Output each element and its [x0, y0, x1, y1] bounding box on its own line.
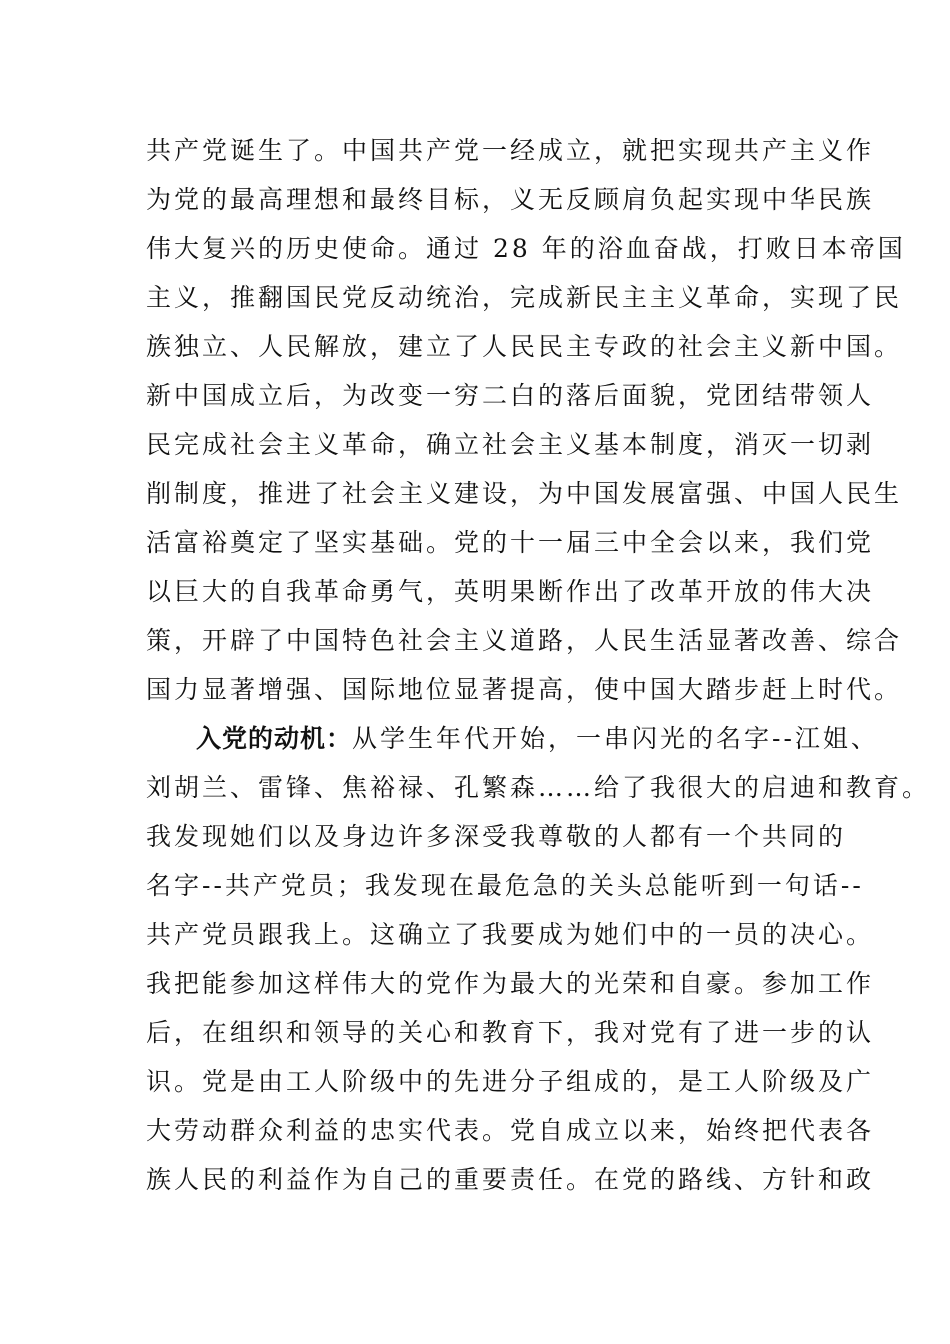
text-line: 伟大复兴的历史使命。通过 28 年的浴血奋战，打败日本帝国: [146, 234, 906, 263]
text-line: 族独立、人民解放，建立了人民民主专政的社会主义新中国。: [146, 332, 903, 361]
text-line: 我发现她们以及身边许多深受我尊敬的人都有一个共同的: [146, 822, 847, 851]
text-line: 刘胡兰、雷锋、焦裕禄、孔繁森……给了我很大的启迪和教育。: [146, 773, 931, 802]
text-line: 大劳动群众利益的忠实代表。党自成立以来，始终把代表各: [146, 1116, 875, 1145]
text-line-rest: 从学生年代开始，一串闪光的名字--江姐、: [352, 724, 879, 753]
text-line: 以巨大的自我革命勇气，英明果断作出了改革开放的伟大决: [146, 577, 875, 606]
text-line: 我把能参加这样伟大的党作为最大的光荣和自豪。参加工作: [146, 969, 875, 998]
text-line: 为党的最高理想和最终目标，义无反顾肩负起实现中华民族: [146, 185, 875, 214]
text-line: 名字--共产党员；我发现在最危急的关头总能听到一句话--: [146, 871, 864, 900]
text-line: 国力显著增强、国际地位显著提高，使中国大踏步赶上时代。: [146, 675, 903, 704]
text-line: 策，开辟了中国特色社会主义道路，人民生活显著改善、综合: [146, 626, 903, 655]
document-body: [146, 126, 931, 1204]
text-line-first: [146, 714, 879, 763]
text-line: 民完成社会主义革命，确立社会主义基本制度，消灭一切剥: [146, 430, 875, 459]
text-line: 识。党是由工人阶级中的先进分子组成的，是工人阶级及广: [146, 1067, 875, 1096]
text-line: 主义，推翻国民党反动统治，完成新民主主义革命，实现了民: [146, 283, 903, 312]
text-line: 新中国成立后，为改变一穷二白的落后面貌，党团结带领人: [146, 381, 875, 410]
text-line: 活富裕奠定了坚实基础。党的十一届三中全会以来，我们党: [146, 528, 875, 557]
text-line: 后，在组织和领导的关心和教育下，我对党有了进一步的认: [146, 1018, 875, 1047]
paragraph-motivation: [146, 714, 931, 1204]
section-label: 入党的动机：: [196, 724, 353, 753]
text-line: 族人民的利益作为自己的重要责任。在党的路线、方针和政: [146, 1165, 875, 1194]
text-line: 共产党诞生了。中国共产党一经成立，就把实现共产主义作: [146, 136, 875, 165]
text-line: 共产党员跟我上。这确立了我要成为她们中的一员的决心。: [146, 920, 875, 949]
text-line: 削制度，推进了社会主义建设，为中国发展富强、中国人民生: [146, 479, 903, 508]
paragraph-history: [146, 126, 906, 714]
